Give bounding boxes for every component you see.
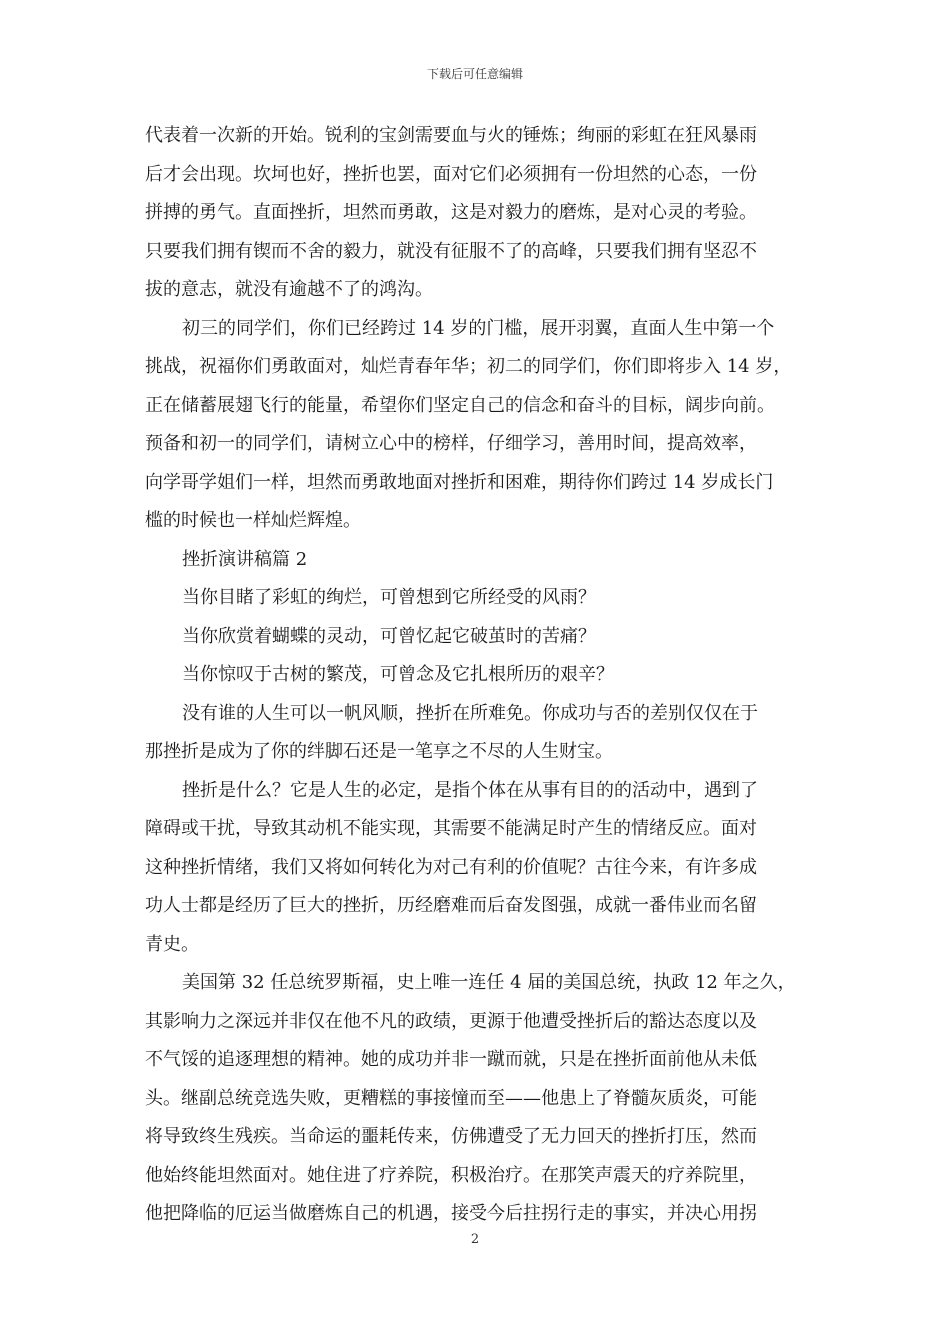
text-line: 当你目睹了彩虹的绚烂，可曾想到它所经受的风雨？ [182, 587, 596, 608]
text-line: 当你惊叹于古树的繁茂，可曾念及它扎根所历的艰辛？ [182, 664, 614, 685]
text-line: 那挫折是成为了你的绊脚石还是一笔享之不尽的人生财宝。 [145, 741, 613, 762]
text-line: 初三的同学们，你们已经跨过 14 岁的门槛，展开羽翼，直面人生中第一个 [182, 317, 775, 339]
text-line: 槛的时候也一样灿烂辉煌。 [145, 510, 361, 531]
text-line: 没有谁的人生可以一帆风顺，挫折在所难免。你成功与否的差别仅仅在于 [182, 702, 758, 724]
document-body [145, 117, 815, 1234]
text-line: 向学哥学姐们一样，坦然而勇敢地面对挫折和困难，期待你们跨过 14 岁成长门 [145, 471, 774, 493]
text-line: 青史。 [145, 933, 199, 955]
text-line: 挑战，祝福你们勇敢面对，灿烂青春年华；初二的同学们，你们即将步入 14 岁， [145, 356, 792, 377]
text-line: 头。继副总统竞选失败，更糟糕的事接憧而至——他患上了脊髓灰质炎，可能 [145, 1087, 757, 1109]
text-line: 将导致终生残疾。当命运的噩耗传来，仿佛遭受了无力回天的挫折打压，然而 [145, 1126, 757, 1147]
text-line: 美国第 32 任总统罗斯福，史上唯一连任 4 届的美国总统，执政 12 年之久， [182, 972, 796, 993]
text-line: 预备和初一的同学们，请树立心中的榜样，仔细学习，善用时间，提高效率， [145, 433, 757, 454]
text-line: 这种挫折情绪，我们又将如何转化为对己有利的价值呢？古往今来，有许多成 [145, 856, 757, 878]
page-header: 下载后可任意编辑 [426, 67, 523, 81]
text-line: 他把降临的厄运当做磨炼自己的机遇，接受今后拄拐行走的事实，并决心用拐 [145, 1203, 757, 1224]
text-line: 障碍或干扰，导致其动机不能实现，其需要不能满足时产生的情绪反应。面对 [145, 818, 757, 839]
page-number: 2 [470, 1232, 480, 1247]
text-line: 他始终能坦然面对。她住进了疗养院，积极治疗。在那笑声震天的疗养院里， [145, 1164, 757, 1186]
text-line: 后才会出现。坎坷也好，挫折也罢，面对它们必须拥有一份坦然的心态，一份 [145, 163, 757, 185]
text-line: 当你欣赏着蝴蝶的灵动，可曾忆起它破茧时的苦痛？ [182, 625, 596, 647]
text-line: 拔的意志，就没有逾越不了的鸿沟。 [145, 279, 433, 300]
text-line: 挫折是什么？它是人生的必定，是指个体在从事有目的的活动中，遇到了 [182, 779, 758, 801]
text-line: 其影响力之深远并非仅在他不凡的政绩，更源于他遭受挫折后的豁达态度以及 [145, 1010, 757, 1032]
text-line: 功人士都是经历了巨大的挫折，历经磨难而后奋发图强，成就一番伟业而名留 [145, 895, 757, 916]
text-line: 挫折演讲稿篇 2 [182, 548, 308, 570]
text-line: 不气馁的追逐理想的精神。她的成功并非一蹴而就，只是在挫折面前他从未低 [145, 1049, 757, 1070]
text-line: 拼搏的勇气。直面挫折，坦然而勇敢，这是对毅力的磨炼，是对心灵的考验。 [145, 202, 757, 223]
text-line: 正在储蓄展翅飞行的能量，希望你们坚定自己的信念和奋斗的目标，阔步向前。 [145, 394, 775, 416]
text-line: 只要我们拥有锲而不舍的毅力，就没有征服不了的高峰，只要我们拥有坚忍不 [145, 240, 757, 262]
text-line: 代表着一次新的开始。锐利的宝剑需要血与火的锤炼；绚丽的彩虹在狂风暴雨 [145, 125, 757, 146]
